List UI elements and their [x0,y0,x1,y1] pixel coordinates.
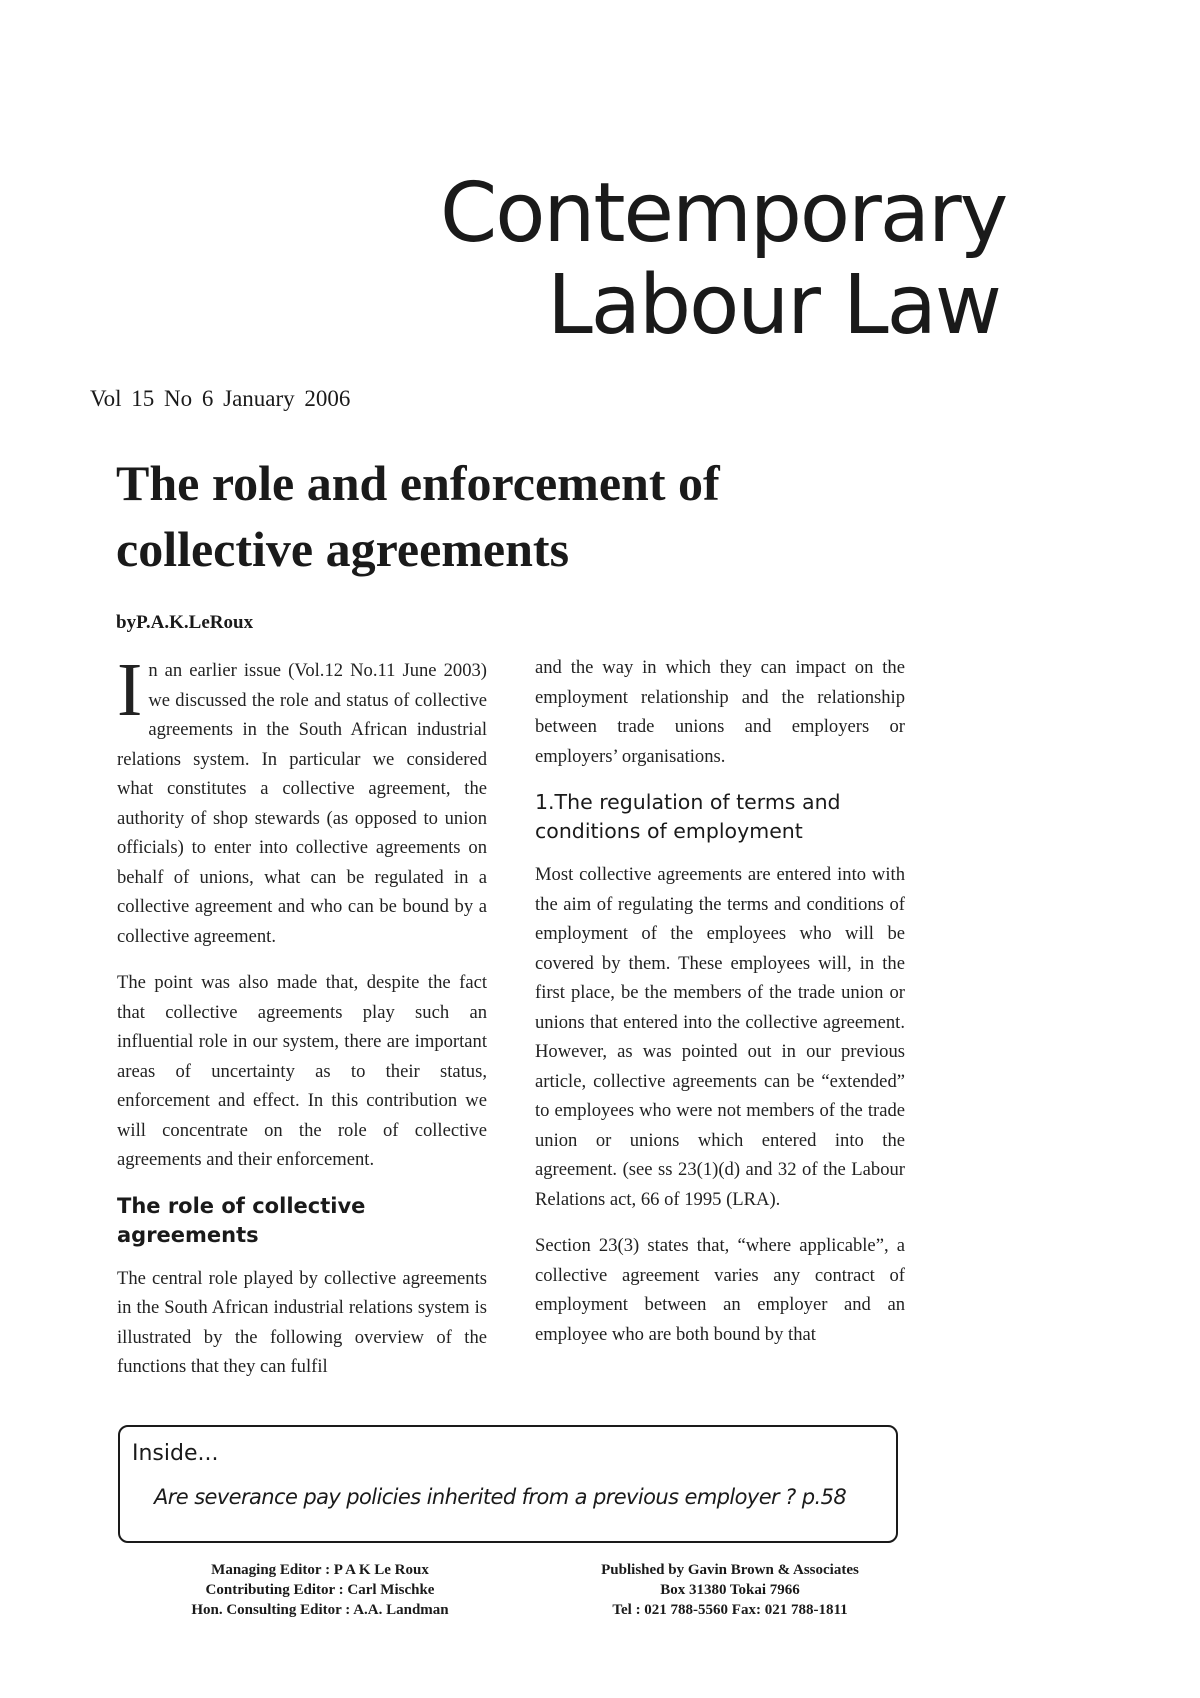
article-title [116,450,1016,582]
article-title-line-2: collective agreements [116,521,570,577]
article-title-line-1: The role and enforcement of [116,455,720,511]
drop-cap: I [117,648,143,732]
masthead [440,166,1007,353]
left-column [117,648,487,1399]
right-column [535,653,905,1366]
publisher-address: Box 31380 Tokai 7966 [660,1582,800,1598]
masthead-line-2: Labour Law [547,258,1000,353]
issue-line: Vol 15 No 6 January 2006 [90,386,351,411]
publisher-name: Published by Gavin Brown & Associates [601,1562,859,1578]
section-heading-regulation: 1.The regulation of terms and conditions of employment [535,790,841,843]
intro-paragraph-text: n an earlier issue (Vol.12 No.11 June 2003) we discussed the role and status of collective agreements in the South African industrial relations system. In particular we considered what constitutes a collective agreement, the authority of shop stewards (as opposed to union officials) to enter into collective agreements on behalf of unions, what can be regulated in a collective agreement and who can be bound by a collective agreement. [117,660,487,947]
publisher-contact: Tel : 021 788-5560 Fax: 021 788-1811 [612,1602,848,1618]
contributing-editor: Contributing Editor : Carl Mischke [205,1582,435,1598]
inside-item-link[interactable]: Are severance pay policies inherited from a previous employer ? p.58 [154,1485,847,1509]
right-paragraph-1: and the way in which they can impact on the employment relationship and the relationship between trade unions and employers or employers’ organisations. [535,657,905,767]
editors-credits [130,1560,510,1620]
inside-box [118,1425,898,1543]
intro-paragraph [117,648,487,951]
masthead-line-1: Contemporary [440,166,1007,261]
inside-title: Inside... [132,1441,219,1466]
publisher-info [540,1560,920,1620]
byline: byP.A.K.LeRoux [116,612,254,633]
managing-editor: Managing Editor : P A K Le Roux [211,1562,429,1578]
paragraph-3: The central role played by collective agreements in the South African industrial relations system is illustrated by the following overview of the functions that they can fulfil [117,1267,487,1377]
paragraph-2: The point was also made that, despite the fact that collective agreements play such an influential role in our system, there are important areas of uncertainty as to their status, enforcement and effect. In this contribution we will concentrate on the role of collective agreements and their enforcement. [117,972,487,1170]
consulting-editor: Hon. Consulting Editor : A.A. Landman [191,1602,449,1618]
section-heading-role: The role of collective agreements [117,1193,366,1247]
right-paragraph-3: Section 23(3) states that, “where applicable”, a collective agreement varies any contract of employment between an employer and an employee who are both bound by that [535,1235,905,1345]
right-paragraph-2: Most collective agreements are entered into with the aim of regulating the terms and conditions of employment of the employees who will be covered by them. These employees will, in the first place, be the members of the trade union or unions that entered into the collective agreement. However, as was pointed out in our previous article, collective agreements can be “extended” to employees who were not members of the trade union or unions which entered into the agreement. (see ss 23(1)(d) and 32 of the Labour Relations act, 66 of 1995 (LRA). [535,864,905,1210]
